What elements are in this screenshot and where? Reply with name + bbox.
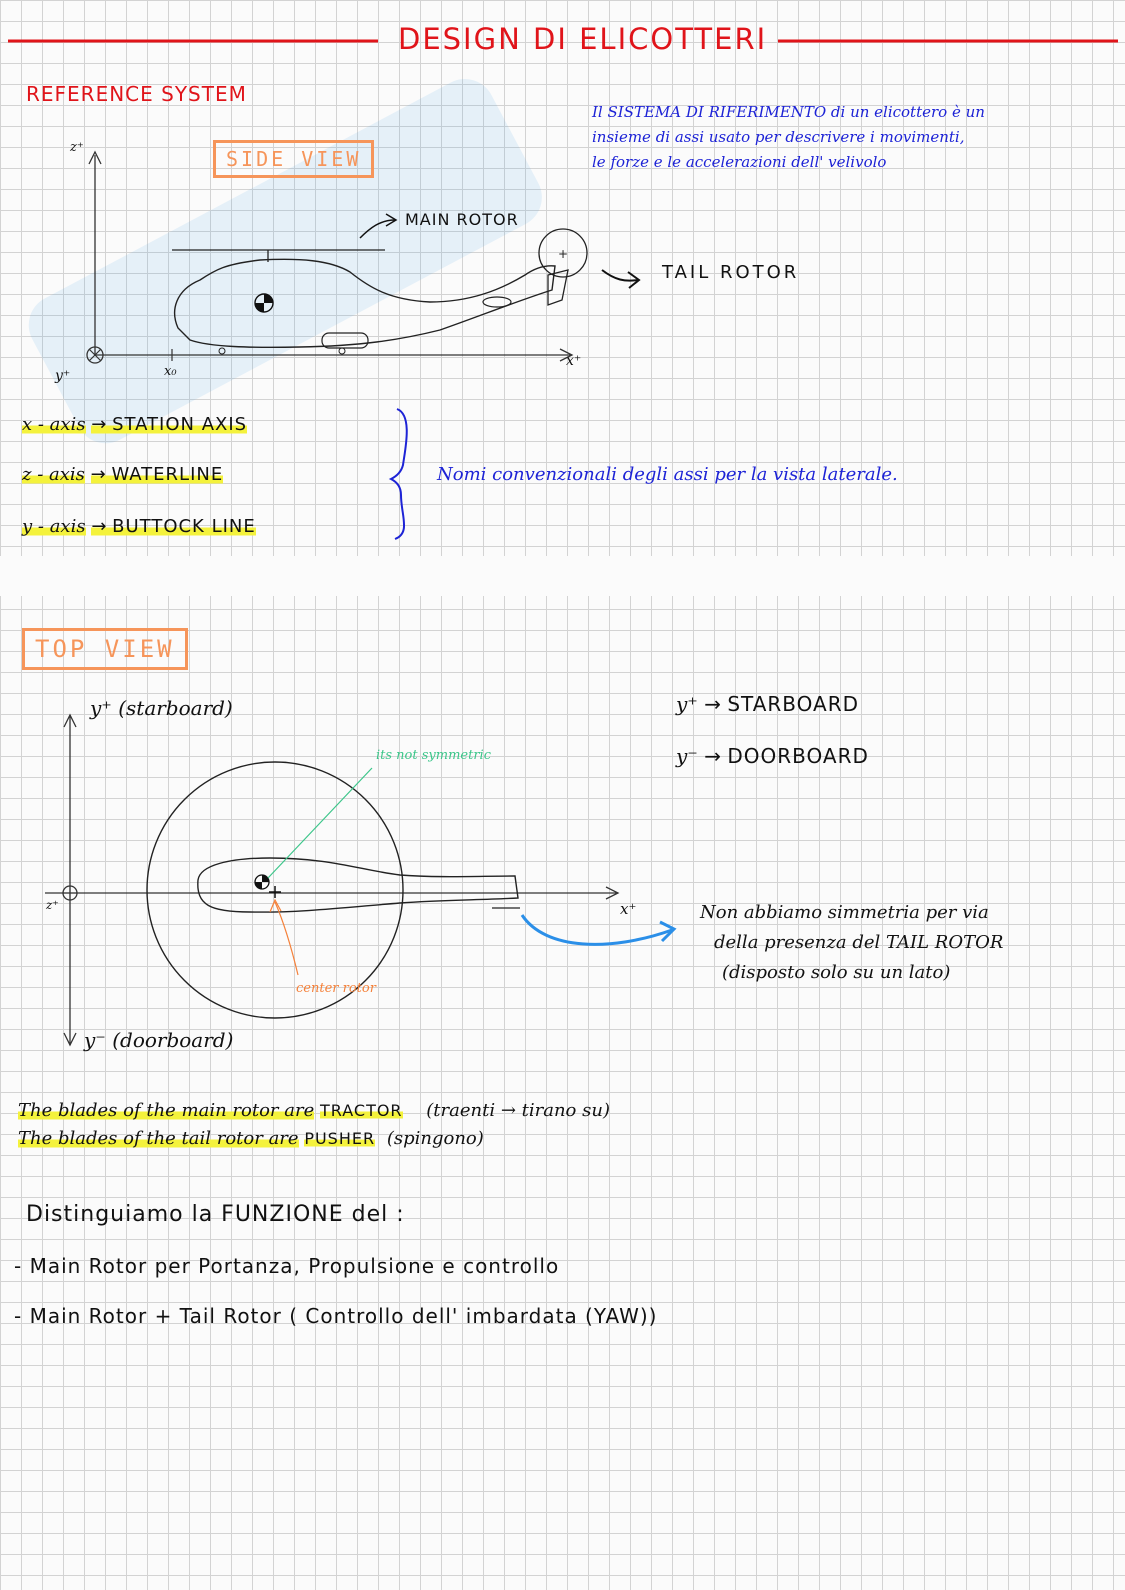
top-axis-z-label: z⁺ xyxy=(46,898,59,912)
axis-name: x - axis xyxy=(22,414,86,435)
symmetry-note-line: (disposto solo su un lato) xyxy=(722,962,951,983)
axis-definition-y xyxy=(22,516,256,537)
main-rotor-label: MAIN ROTOR xyxy=(405,210,519,229)
side-axis-y-label: y⁺ xyxy=(55,368,71,384)
side-view-label: SIDE VIEW xyxy=(213,140,374,178)
blades-main-rotor-line xyxy=(18,1100,610,1121)
section-divider xyxy=(0,556,1125,596)
blades-text: The blades of the tail rotor are xyxy=(18,1128,299,1149)
arrow-icon: → xyxy=(91,414,113,435)
brace-note: Nomi convenzionali degli assi per la vista laterale. xyxy=(437,464,898,485)
x0-label: x₀ xyxy=(164,364,177,379)
arrow-icon: → xyxy=(704,692,721,716)
legend-symbol: y⁺ xyxy=(676,692,698,716)
blades-note: (spingono) xyxy=(386,1128,484,1149)
arrow-icon: → xyxy=(91,516,113,537)
tail-rotor-label: TAIL ROTOR xyxy=(662,262,800,283)
functions-intro: Distinguiamo la FUNZIONE del : xyxy=(26,1202,405,1227)
top-view-diagram xyxy=(0,700,690,1080)
function-item-main-rotor: - Main Rotor per Portanza, Propulsione e controllo xyxy=(14,1254,560,1278)
blades-tail-rotor-line xyxy=(18,1128,484,1149)
side-view-diagram xyxy=(0,140,620,400)
legend-doorboard xyxy=(676,744,869,768)
legend-name: DOORBOARD xyxy=(727,744,869,768)
top-axis-y-pos-label: y⁺ (starboard) xyxy=(90,696,233,720)
axis-name: z - axis xyxy=(22,464,85,485)
blades-keyword: TRACTOR xyxy=(319,1101,403,1120)
legend-starboard xyxy=(676,692,859,716)
symmetry-note xyxy=(700,898,1003,988)
legend-name: STARBOARD xyxy=(727,692,860,716)
description-line: Il SISTEMA DI RIFERIMENTO di un elicottero è un xyxy=(592,103,985,121)
axis-definition-x xyxy=(22,414,247,435)
description-line: insieme di assi usato per descrivere i movimenti, xyxy=(592,128,965,146)
arrow-icon: → xyxy=(704,744,721,768)
function-item-main-tail-rotor: - Main Rotor + Tail Rotor ( Controllo dell' imbardata (YAW)) xyxy=(14,1304,658,1328)
description-line: le forze e le accelerazioni dell' velivolo xyxy=(592,153,887,171)
side-axis-x-label: x⁺ xyxy=(566,353,582,369)
blades-note: (traenti → tirano su) xyxy=(426,1100,610,1121)
top-axis-x-label: x⁺ xyxy=(620,900,637,918)
axis-meaning: WATERLINE xyxy=(111,464,224,485)
symmetry-note-line: della presenza del TAIL ROTOR xyxy=(714,932,1004,953)
reference-system-description xyxy=(592,100,985,175)
blades-text: The blades of the main rotor are xyxy=(18,1100,315,1121)
legend-symbol: y⁻ xyxy=(676,744,698,768)
axis-meaning: STATION AXIS xyxy=(112,414,248,435)
not-symmetric-annotation: its not symmetric xyxy=(376,748,491,763)
axis-meaning: BUTTOCK LINE xyxy=(112,516,256,537)
center-rotor-annotation: center rotor xyxy=(296,981,376,996)
blades-keyword: PUSHER xyxy=(304,1129,376,1148)
top-view-label: TOP VIEW xyxy=(22,628,188,670)
page-title: DESIGN DI ELICOTTERI xyxy=(398,22,768,56)
brace-icon xyxy=(385,405,425,545)
side-axis-z-label: z⁺ xyxy=(70,140,84,155)
reference-system-heading: REFERENCE SYSTEM xyxy=(26,82,247,106)
arrow-icon: → xyxy=(90,464,112,485)
axis-definition-z xyxy=(22,464,223,485)
axis-name: y - axis xyxy=(22,516,86,537)
svg-text:+: + xyxy=(558,247,569,261)
symmetry-note-line: Non abbiamo simmetria per via xyxy=(700,902,989,923)
top-axis-y-neg-label: y⁻ (doorboard) xyxy=(84,1028,234,1052)
